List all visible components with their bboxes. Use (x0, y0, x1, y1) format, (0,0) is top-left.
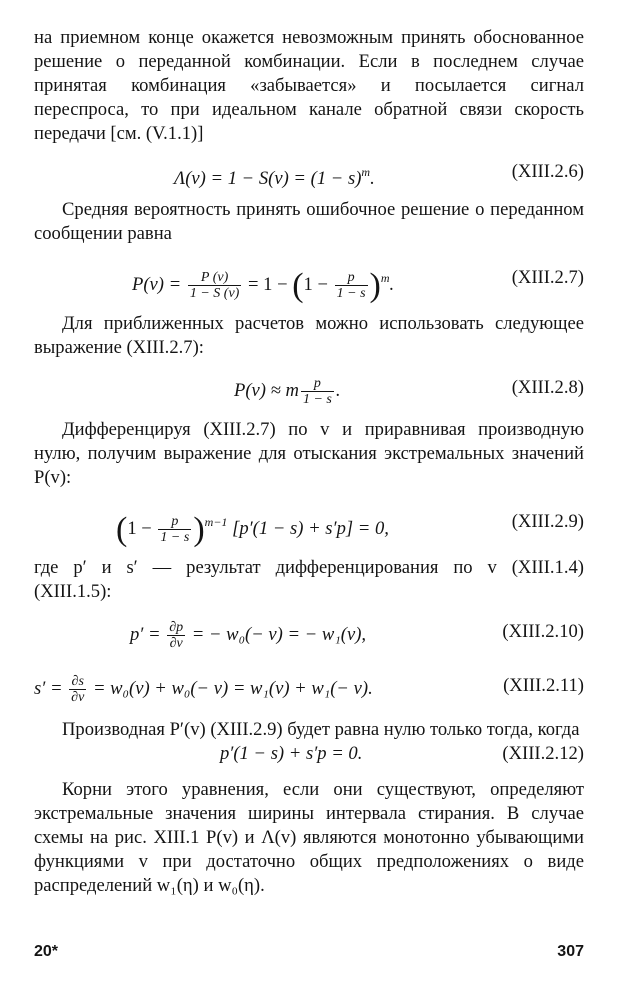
equation-number: (XIII.2.6) (511, 161, 584, 182)
equation-body: p′ = $\frac{\partial p}{\partial v}$ = − w₀(− v) = − w₁(v), (130, 620, 367, 651)
equation-body: P(v) = $\frac{P (v)}{1 - S (v)}$ = 1 − (1 − $\frac{p}{1 - s}$ )$^m$. (132, 267, 395, 304)
equation-XIII-2-12 (34, 742, 584, 772)
paragraph-6: Производная P′(v) (XIII.2.9) будет равна нулю только тогда, когда (62, 719, 580, 740)
paragraph-1: на приемном конце окажется невозможным принять обоснованное решение о переданной комбинации. Если в последнем случае принятая комбинация «забывается» и посылается сигнал переспроса, то при идеальном канале обратной связи скорость передачи [см. (V.1.1)] (34, 27, 584, 144)
equation-body: (1 − $\frac{p}{1 - s}$ )$^{m-1}$ [p′(1 − s) + s′p] = 0, (116, 511, 389, 548)
paragraph-3: Для приближенных расчетов можно использовать следующее выражение (XIII.2.7): (34, 313, 584, 358)
equation-number: (XIII.2.9) (511, 511, 584, 532)
paragraph-5-cont: (XIII.1.5): (34, 581, 112, 602)
page-body (34, 26, 584, 898)
paragraph-5: где p′ и s′ — результат дифференцирования по v (XIII.1.4) (34, 557, 584, 578)
equation-XIII-2-11 (34, 664, 584, 712)
signature-mark: 20* (34, 943, 59, 960)
equation-number: (XIII.2.7) (511, 267, 584, 288)
page-number: 307 (557, 943, 584, 960)
equation-XIII-2-8 (34, 366, 584, 412)
equation-body: p′(1 − s) + s′p = 0. (220, 743, 363, 764)
page-footer (34, 940, 584, 964)
equation-XIII-2-6 (34, 152, 584, 192)
equation-XIII-2-9 (34, 496, 584, 550)
equation-XIII-2-10 (34, 610, 584, 658)
paragraph-4: Дифференцируя (XIII.2.7) по v и приравнивая производную нулю, получим выражение для отыскания экстремальных значений P(v): (34, 419, 584, 488)
equation-XIII-2-7 (34, 252, 584, 306)
paragraph-2: Средняя вероятность принять ошибочное решение о переданном сообщении равна (34, 199, 584, 244)
equation-number: (XIII.2.11) (503, 675, 584, 696)
equation-number: (XIII.2.12) (502, 743, 584, 764)
paragraph-7: Корни этого уравнения, если они существуют, определяют экстремальные значения ширины интервала стирания. В случае схемы на рис. XIII.1 P(v) и Λ(v) являются монотонно убывающими функциями v при достаточно общих предположениях о виде распределений w₁(η) и w₀(η). (34, 779, 584, 896)
equation-body: s′ = $\frac{\partial s}{\partial v}$ = w₀(v) + w₀(− v) = w₁(v) + w₁(− v). (34, 674, 373, 705)
equation-body: P(v) ≈ m $\frac{p}{1 - s}$ . (234, 376, 341, 407)
equation-body: $\Lambda(v) = 1 - S(v) = (1 - s)^m$. (174, 165, 375, 189)
equation-number: (XIII.2.10) (502, 621, 584, 642)
equation-number: (XIII.2.8) (511, 377, 584, 398)
